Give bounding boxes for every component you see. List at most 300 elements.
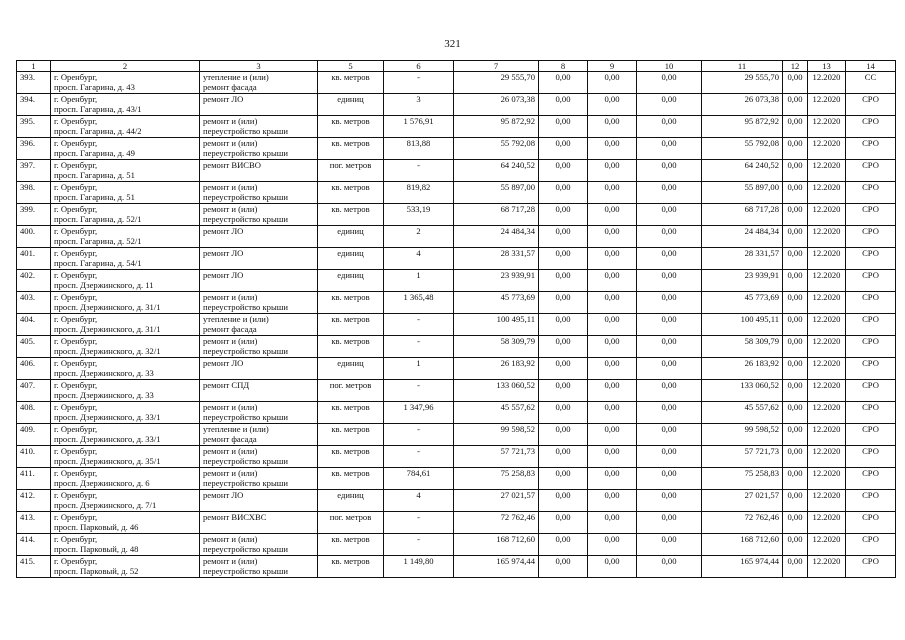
quantity-cell xyxy=(384,314,454,336)
method-cell xyxy=(846,314,896,336)
row-number-cell xyxy=(17,424,51,446)
value-cell-8 xyxy=(539,490,588,512)
cell-text: 0,00 xyxy=(661,270,677,280)
work-type-cell xyxy=(200,226,318,248)
work-type-cell xyxy=(200,182,318,204)
value-cell-12 xyxy=(783,556,808,578)
total-cost-cell xyxy=(454,358,539,380)
value-cell-11 xyxy=(702,358,783,380)
cell-text: 99 598,52 xyxy=(500,424,535,434)
total-cost-cell xyxy=(454,402,539,424)
cell-line-2: ремонт фасада xyxy=(203,82,257,93)
value-cell-9 xyxy=(588,358,637,380)
table-row xyxy=(17,380,896,402)
total-cost-cell xyxy=(454,160,539,182)
total-cost-cell xyxy=(454,314,539,336)
value-cell-12 xyxy=(783,534,808,556)
cell-text: 0,00 xyxy=(555,358,571,368)
cell-line-2: переустройство крыши xyxy=(203,214,288,225)
cell-line-1: ремонт ЛО xyxy=(203,358,244,368)
value-cell-10 xyxy=(637,116,702,138)
value-cell-10 xyxy=(637,160,702,182)
cell-text: СРО xyxy=(862,424,879,434)
cell-text: 0,00 xyxy=(555,72,571,82)
quantity-cell xyxy=(384,204,454,226)
cell-text: 0,00 xyxy=(555,160,571,170)
cell-line-2: переустройство крыши xyxy=(203,544,288,555)
value-cell-8 xyxy=(539,226,588,248)
value-cell-10 xyxy=(637,204,702,226)
value-cell-11 xyxy=(702,534,783,556)
cell-line-1: г. Оренбург, xyxy=(54,468,98,478)
table-row xyxy=(17,270,896,292)
cell-line-2: просп. Гагарина, д. 51 xyxy=(54,192,135,203)
cell-text: 0,00 xyxy=(604,556,620,566)
cell-line-1: г. Оренбург, xyxy=(54,424,98,434)
cell-text: 27 021,57 xyxy=(500,490,535,500)
cell-line-1: ремонт и (или) xyxy=(203,182,258,192)
quantity-cell xyxy=(384,138,454,160)
completion-date-cell xyxy=(808,160,846,182)
value-cell-10 xyxy=(637,226,702,248)
cell-text: 0,00 xyxy=(787,292,803,302)
value-cell-8 xyxy=(539,94,588,116)
value-cell-8 xyxy=(539,270,588,292)
cell-text: 0,00 xyxy=(661,314,677,324)
cell-text: 0,00 xyxy=(661,248,677,258)
value-cell-11 xyxy=(702,468,783,490)
value-cell-9 xyxy=(588,270,637,292)
cell-text: 55 897,00 xyxy=(500,182,535,192)
cell-line-2: переустройство крыши xyxy=(203,346,288,357)
cell-text: 0,00 xyxy=(787,160,803,170)
value-cell-9 xyxy=(588,556,637,578)
method-cell xyxy=(846,402,896,424)
quantity-cell xyxy=(384,556,454,578)
method-cell xyxy=(846,534,896,556)
cell-text: пог. метров xyxy=(329,512,372,522)
header-cell: 5 xyxy=(318,61,384,72)
cell-text: 410. xyxy=(20,446,36,456)
cell-text: единиц xyxy=(337,270,364,280)
cell-line-1: г. Оренбург, xyxy=(54,160,98,170)
total-cost-cell xyxy=(454,490,539,512)
quantity-cell xyxy=(384,336,454,358)
quantity-cell xyxy=(384,468,454,490)
cell-line-1: ремонт ЛО xyxy=(203,248,244,258)
header-cell: 12 xyxy=(783,61,808,72)
value-cell-12 xyxy=(783,358,808,380)
cell-text: 0,00 xyxy=(604,226,620,236)
row-number-cell xyxy=(17,468,51,490)
cell-text: 12.2020 xyxy=(812,270,841,280)
cell-text: 0,00 xyxy=(555,314,571,324)
value-cell-10 xyxy=(637,556,702,578)
cell-text: 0,00 xyxy=(661,72,677,82)
cell-line-1: утепление и (или) xyxy=(203,314,269,324)
cell-text: 393. xyxy=(20,72,36,82)
quantity-cell xyxy=(384,358,454,380)
cell-text: СРО xyxy=(862,116,879,126)
value-cell-9 xyxy=(588,204,637,226)
cell-line-2: просп. Дзержинского, д. 7/1 xyxy=(54,500,157,511)
cell-text: 0,00 xyxy=(555,424,571,434)
table-row xyxy=(17,182,896,204)
value-cell-12 xyxy=(783,116,808,138)
cell-text: кв. метров xyxy=(331,424,370,434)
value-cell-8 xyxy=(539,138,588,160)
cell-text: 0,00 xyxy=(661,94,677,104)
cell-text: 0,00 xyxy=(787,380,803,390)
value-cell-10 xyxy=(637,94,702,116)
work-type-cell xyxy=(200,468,318,490)
cell-line-1: ремонт СПД xyxy=(203,380,250,390)
cell-line-1: ремонт и (или) xyxy=(203,446,258,456)
table-row xyxy=(17,468,896,490)
value-cell-9 xyxy=(588,138,637,160)
work-type-cell xyxy=(200,292,318,314)
cell-line-1: г. Оренбург, xyxy=(54,270,98,280)
completion-date-cell xyxy=(808,358,846,380)
cell-text: СРО xyxy=(862,292,879,302)
value-cell-12 xyxy=(783,446,808,468)
row-number-cell xyxy=(17,402,51,424)
unit-cell xyxy=(318,468,384,490)
cell-text: 64 240,52 xyxy=(500,160,535,170)
cell-text: 0,00 xyxy=(787,314,803,324)
cell-text: 1 xyxy=(416,270,421,280)
unit-cell xyxy=(318,490,384,512)
value-cell-8 xyxy=(539,336,588,358)
method-cell xyxy=(846,424,896,446)
cell-text: 0,00 xyxy=(604,292,620,302)
cell-line-2: просп. Гагарина, д. 52/1 xyxy=(54,236,142,247)
completion-date-cell xyxy=(808,424,846,446)
cell-text: 99 598,52 xyxy=(744,424,779,434)
unit-cell xyxy=(318,94,384,116)
value-cell-11 xyxy=(702,138,783,160)
work-type-cell xyxy=(200,512,318,534)
cell-text: 0,00 xyxy=(604,204,620,214)
cell-line-2: переустройство крыши xyxy=(203,192,288,203)
cell-text: 1 xyxy=(416,358,421,368)
method-cell xyxy=(846,270,896,292)
cell-text: кв. метров xyxy=(331,336,370,346)
quantity-cell xyxy=(384,380,454,402)
cell-text: 398. xyxy=(20,182,36,192)
cell-line-1: ремонт и (или) xyxy=(203,204,258,214)
value-cell-8 xyxy=(539,424,588,446)
cell-text: кв. метров xyxy=(331,556,370,566)
cell-text: кв. метров xyxy=(331,72,370,82)
address-cell xyxy=(51,314,200,336)
row-number-cell xyxy=(17,336,51,358)
method-cell xyxy=(846,204,896,226)
table-row xyxy=(17,402,896,424)
cell-text: 395. xyxy=(20,116,36,126)
cell-text: 399. xyxy=(20,204,36,214)
total-cost-cell xyxy=(454,226,539,248)
cell-line-2: просп. Гагарина, д. 43 xyxy=(54,82,135,93)
cell-text: 784,61 xyxy=(406,468,431,478)
cell-text: 0,00 xyxy=(604,336,620,346)
cell-text: пог. метров xyxy=(329,160,372,170)
cell-text: СРО xyxy=(862,314,879,324)
value-cell-12 xyxy=(783,402,808,424)
address-cell xyxy=(51,358,200,380)
cell-text: 75 258,83 xyxy=(744,468,779,478)
cell-text: 0,00 xyxy=(787,116,803,126)
cell-text: 404. xyxy=(20,314,36,324)
cell-line-2: просп. Гагарина, д. 52/1 xyxy=(54,214,142,225)
work-type-cell xyxy=(200,358,318,380)
method-cell xyxy=(846,336,896,358)
cell-text: 0,00 xyxy=(661,292,677,302)
cell-text: СРО xyxy=(862,138,879,148)
row-number-cell xyxy=(17,226,51,248)
cell-text: 12.2020 xyxy=(812,446,841,456)
cell-text: 0,00 xyxy=(555,534,571,544)
cell-text: 0,00 xyxy=(661,468,677,478)
value-cell-12 xyxy=(783,292,808,314)
cell-text: 0,00 xyxy=(555,226,571,236)
cell-text: кв. метров xyxy=(331,138,370,148)
cell-text: кв. метров xyxy=(331,446,370,456)
address-cell xyxy=(51,512,200,534)
cell-text: СРО xyxy=(862,182,879,192)
value-cell-9 xyxy=(588,490,637,512)
value-cell-8 xyxy=(539,468,588,490)
value-cell-11 xyxy=(702,204,783,226)
cell-text: 0,00 xyxy=(661,402,677,412)
cell-text: 0,00 xyxy=(604,94,620,104)
value-cell-11 xyxy=(702,72,783,94)
cell-line-2: переустройство крыши xyxy=(203,456,288,467)
cell-text: 411. xyxy=(20,468,35,478)
cell-text: 0,00 xyxy=(555,248,571,258)
address-cell xyxy=(51,204,200,226)
cell-text: 24 484,34 xyxy=(744,226,779,236)
value-cell-10 xyxy=(637,314,702,336)
cell-text: 0,00 xyxy=(604,446,620,456)
cell-line-2: переустройство крыши xyxy=(203,302,288,313)
work-type-cell xyxy=(200,138,318,160)
work-type-cell xyxy=(200,490,318,512)
quantity-cell xyxy=(384,226,454,248)
quantity-cell xyxy=(384,534,454,556)
value-cell-9 xyxy=(588,94,637,116)
cell-text: 0,00 xyxy=(555,94,571,104)
cell-text: 165 974,44 xyxy=(740,556,779,566)
cell-text: 0,00 xyxy=(661,226,677,236)
value-cell-10 xyxy=(637,336,702,358)
cell-text: СРО xyxy=(862,402,879,412)
cell-text: - xyxy=(417,534,420,544)
cell-text: 0,00 xyxy=(787,94,803,104)
cell-text: 12.2020 xyxy=(812,556,841,566)
cell-text: 55 792,08 xyxy=(500,138,535,148)
total-cost-cell xyxy=(454,116,539,138)
cell-line-2: просп. Парковый, д. 46 xyxy=(54,522,139,533)
value-cell-10 xyxy=(637,402,702,424)
cell-text: 4 xyxy=(416,248,421,258)
cell-text: 0,00 xyxy=(604,314,620,324)
value-cell-10 xyxy=(637,358,702,380)
completion-date-cell xyxy=(808,72,846,94)
value-cell-9 xyxy=(588,468,637,490)
cell-line-1: г. Оренбург, xyxy=(54,138,98,148)
value-cell-10 xyxy=(637,490,702,512)
cell-text: единиц xyxy=(337,248,364,258)
unit-cell xyxy=(318,402,384,424)
cell-text: пог. метров xyxy=(329,380,372,390)
quantity-cell xyxy=(384,94,454,116)
table-row xyxy=(17,534,896,556)
quantity-cell xyxy=(384,248,454,270)
cell-text: 12.2020 xyxy=(812,512,841,522)
completion-date-cell xyxy=(808,336,846,358)
header-cell: 8 xyxy=(539,61,588,72)
cell-text: - xyxy=(417,380,420,390)
value-cell-11 xyxy=(702,512,783,534)
cell-text: 396. xyxy=(20,138,36,148)
value-cell-12 xyxy=(783,160,808,182)
cell-text: 12.2020 xyxy=(812,402,841,412)
value-cell-12 xyxy=(783,270,808,292)
cell-line-1: г. Оренбург, xyxy=(54,182,98,192)
value-cell-10 xyxy=(637,468,702,490)
cell-text: 12.2020 xyxy=(812,358,841,368)
cell-text: 1 576,91 xyxy=(403,116,434,126)
value-cell-12 xyxy=(783,314,808,336)
value-cell-12 xyxy=(783,490,808,512)
cell-text: 0,00 xyxy=(787,358,803,368)
value-cell-9 xyxy=(588,182,637,204)
value-cell-10 xyxy=(637,138,702,160)
cell-text: 0,00 xyxy=(661,490,677,500)
cell-line-1: утепление и (или) xyxy=(203,424,269,434)
value-cell-11 xyxy=(702,490,783,512)
table-row xyxy=(17,160,896,182)
value-cell-8 xyxy=(539,446,588,468)
unit-cell xyxy=(318,292,384,314)
header-cell: 14 xyxy=(846,61,896,72)
work-type-cell xyxy=(200,248,318,270)
cell-text: 0,00 xyxy=(787,512,803,522)
work-type-cell xyxy=(200,380,318,402)
cell-text: 0,00 xyxy=(555,182,571,192)
completion-date-cell xyxy=(808,556,846,578)
cell-text: 406. xyxy=(20,358,36,368)
value-cell-9 xyxy=(588,292,637,314)
address-cell xyxy=(51,94,200,116)
cell-text: 26 073,38 xyxy=(500,94,535,104)
cell-text: 0,00 xyxy=(787,336,803,346)
cell-text: 0,00 xyxy=(787,226,803,236)
cell-line-1: ремонт и (или) xyxy=(203,336,258,346)
cell-text: кв. метров xyxy=(331,116,370,126)
cell-line-1: г. Оренбург, xyxy=(54,358,98,368)
value-cell-9 xyxy=(588,336,637,358)
cell-line-1: ремонт ЛО xyxy=(203,226,244,236)
cell-text: 0,00 xyxy=(787,468,803,478)
header-cell: 3 xyxy=(200,61,318,72)
quantity-cell xyxy=(384,292,454,314)
cell-line-2: просп. Дзержинского, д. 31/1 xyxy=(54,302,161,313)
method-cell xyxy=(846,292,896,314)
cell-text: 58 309,79 xyxy=(500,336,535,346)
work-type-cell xyxy=(200,314,318,336)
cell-text: 0,00 xyxy=(661,380,677,390)
value-cell-12 xyxy=(783,512,808,534)
total-cost-cell xyxy=(454,94,539,116)
address-cell xyxy=(51,402,200,424)
cell-text: 0,00 xyxy=(604,116,620,126)
cell-line-1: г. Оренбург, xyxy=(54,490,98,500)
quantity-cell xyxy=(384,424,454,446)
cell-text: - xyxy=(417,424,420,434)
address-cell xyxy=(51,446,200,468)
cell-text: 55 792,08 xyxy=(744,138,779,148)
value-cell-9 xyxy=(588,424,637,446)
row-number-cell xyxy=(17,490,51,512)
cell-text: 24 484,34 xyxy=(500,226,535,236)
cell-text: 168 712,60 xyxy=(740,534,779,544)
cell-text: 28 331,57 xyxy=(744,248,779,258)
cell-text: единиц xyxy=(337,358,364,368)
value-cell-12 xyxy=(783,72,808,94)
header-cell: 2 xyxy=(51,61,200,72)
unit-cell xyxy=(318,336,384,358)
row-number-cell xyxy=(17,358,51,380)
cell-text: СРО xyxy=(862,446,879,456)
cell-text: 29 555,70 xyxy=(744,72,779,82)
address-cell xyxy=(51,248,200,270)
completion-date-cell xyxy=(808,512,846,534)
cell-text: СРО xyxy=(862,534,879,544)
address-cell xyxy=(51,380,200,402)
method-cell xyxy=(846,182,896,204)
cell-line-1: ремонт и (или) xyxy=(203,292,258,302)
cell-text: 45 773,69 xyxy=(500,292,535,302)
cell-text: 0,00 xyxy=(604,512,620,522)
value-cell-8 xyxy=(539,72,588,94)
row-number-cell xyxy=(17,446,51,468)
cell-text: кв. метров xyxy=(331,292,370,302)
value-cell-9 xyxy=(588,248,637,270)
header-cell: 1 xyxy=(17,61,51,72)
cell-text: 0,00 xyxy=(604,138,620,148)
cell-line-1: ремонт ВИСВО xyxy=(203,160,261,170)
cell-line-2: просп. Гагарина, д. 43/1 xyxy=(54,104,142,115)
cell-text: 397. xyxy=(20,160,36,170)
completion-date-cell xyxy=(808,138,846,160)
cell-line-1: г. Оренбург, xyxy=(54,72,98,82)
cell-text: 0,00 xyxy=(604,248,620,258)
cell-text: 0,00 xyxy=(661,138,677,148)
address-cell xyxy=(51,160,200,182)
cell-text: - xyxy=(417,72,420,82)
completion-date-cell xyxy=(808,204,846,226)
unit-cell xyxy=(318,72,384,94)
quantity-cell xyxy=(384,490,454,512)
cell-line-2: переустройство крыши xyxy=(203,126,288,137)
value-cell-8 xyxy=(539,204,588,226)
cell-text: 0,00 xyxy=(555,336,571,346)
cell-line-1: ремонт и (или) xyxy=(203,534,258,544)
value-cell-9 xyxy=(588,72,637,94)
cell-line-1: г. Оренбург, xyxy=(54,446,98,456)
